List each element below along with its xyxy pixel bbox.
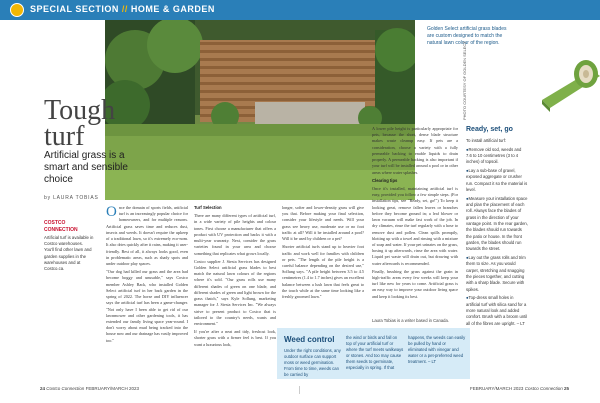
- weed-control-col-3: happens, the weeds can easily be pulled by hand or eliminated with vinegar and water or a pet-preferred weed treatment. – LT: [408, 335, 466, 365]
- ready-step: ● Top-dress small holes in artificial turf with silica sand for a more natural look and added comfort. Brush with a broom until all of the fibres are upright. – LT: [466, 295, 528, 326]
- title-line-1: Tough: [44, 95, 116, 126]
- photo-caption: Golden Select artificial grass blades are custom designed to match the natural lawn colour of the region.: [427, 26, 507, 46]
- section-label: SPECIAL SECTION: [30, 4, 119, 14]
- ready-step: ● Lay out the grass rolls and trim them to size. As you would carpet, stretching and snagging the pieces together, and cutting with a sharp blade. Secure with spikes.: [466, 255, 528, 293]
- turf-selection-heading: Turf Selection: [194, 205, 222, 210]
- ready-step: ● Remove old sod, weeds and 7.6 to 10 centimetres (3 to 4 inches) of topsoil.: [466, 147, 528, 166]
- weed-control-title: Weed control: [284, 335, 335, 344]
- ready-step: ● Measure your installation space and plan the placement of each roll. Always face the blades of grass in the direction of your vantage point. In the rear garden, the blades should run towards the patio or house. In the front garden, the blades should run towards the street.: [466, 196, 528, 253]
- col2-paragraph-2: Costco supplier J. Siesta Services has designed Golden Select artificial grass blades to best match the natural lawn colours of the regions where it's sold. "Our grass rolls use many different shades of green on one blade, and different shades of green and light brown for the grass thatch," says Kyle Sollung, marketing manager for J. Siesta Services Inc. "We always strive to present product to Costco that is tailored to the country's needs, wants and environment.": [194, 258, 276, 326]
- col2-paragraph-3: If you're after a neat and tidy, freshcut look, shorter grass with a firmer feel is best. If you want a luxurious look,: [194, 329, 276, 347]
- article-title: [44, 95, 116, 152]
- ready-set-go-body: [466, 138, 528, 329]
- byline: by LAURA TOBIAS: [44, 195, 99, 201]
- ready-step: ● Lay a sub-base of gravel, exposed aggregate or crusher run. Compact it so the material is level.: [466, 168, 528, 193]
- costco-connection-heading: [44, 220, 78, 233]
- article-subtitle: Artificial grass is a smart and sensible choice: [44, 150, 128, 185]
- garden-photo: [105, 20, 415, 200]
- col1-paragraph-2: "Our dog had killed our grass and the area had become boggy and unusable," says Costco member Ashley Back, who installed Golden Select artificial turf in her back garden in the spring of 2022. The horse and DIY influencer says the artificial turf has been a game-changer. "Not only have I been able to get rid of our lawnmower and other gardening tools, it has extended our family living space year-round. I don't worry about mud being tracked into the house now and our drainage has vastly improved too.": [106, 269, 188, 343]
- footer-right: [470, 386, 569, 391]
- article-column-1: [106, 205, 188, 346]
- col4-paragraph-3: Finally, brushing the grass against the grain in high-traffic areas every few weeks will keep your turf like new for years to come. Artificial grass is an easy way to improve your outdoor living space and keep it looking its best.: [372, 268, 458, 299]
- costco-connection-body: Artificial turf is available in Costco warehouses. You'll find other lawn and garden supplies in the warehouses and at Costco.ca.: [44, 235, 94, 272]
- col3-paragraph-1: longer, softer and lower-density grass will give you that. Before making your final selection, consider your lifestyle and needs. Will your grass see heavy use, moderate use or no foot traffic at all? Will it be installed around a pool? Will it be used by children or a pet?: [282, 205, 364, 242]
- col2-paragraph-1: There are many different types of artificial turf, in a wide variety of pile heights and colour tones. First choose a manufacturer that offers a product with UV protection and backs it with a multi-year warranty. Next, consider the grass varieties found in your area and choose something that replicates what grows locally.: [194, 213, 276, 256]
- footer-left: [40, 386, 139, 391]
- ready-intro: To install artificial turf:: [466, 138, 507, 143]
- col3-paragraph-2: Shorter artificial turfs stand up to heavier foot traffic and work well for families with children or pets. "The length of the pile height is a careful balance depending on the desired use," Sollung says. "A pile height between 3.5 to 4.5 centimetres (1.4 to 1.7 inches) gives an excellent balance between a lush lawn that feels great to the touch while at the same time looking like a freshly groomed lawn.": [282, 244, 364, 300]
- author-note: Laura Tobias is a writer based in Canada.: [372, 318, 449, 323]
- clearing-tips-heading: Clearing tips: [372, 177, 398, 183]
- right-issue-date: FEBRUARY/MARCH 2023: [470, 386, 524, 391]
- photo-credit: PHOTO COURTESY OF GOLDEN SELECT: [462, 41, 467, 120]
- col4-paragraph-1: A lower pile height is particularly appropriate for pets, because the short, dense blade structure makes waste cleanup easy. If pets are a consideration, choose a variety with a fully permeable backing to enable liquids to drain properly. A permeable backing is also important if your turf will be installed around a pool or in other areas where water splashes.: [372, 126, 458, 175]
- costco-heading-line-2: CONNECTION: [44, 226, 78, 233]
- ready-set-go-title: Ready, set, go: [466, 126, 513, 133]
- costco-heading-line-1: COSTCO: [44, 220, 66, 226]
- right-publication: Costco Connection: [524, 386, 563, 391]
- section-header: SPECIAL SECTION // HOME & GARDEN: [30, 4, 215, 14]
- title-line-2: turf: [44, 121, 85, 152]
- costco-logo-icon: [10, 3, 24, 17]
- col4-paragraph-2: Once it's installed, maintaining artificial turf is easy, provided you follow a few simple steps. (For installation tips, see "Ready, set, go!") To keep it looking great, remove fallen leaves or branches before they become ground in; a leaf blower or lawn vacuum will make fast work of the job. In dry climates, rinse the turf regularly with a hose to remove dust and pollen. Clean spills promptly, blotting up with a towel and rinsing with a mixture of soap and water. If your pet urinates on the grass, hosing it up afterwards, rinse the area with water. Liquid pet waste will drain out, but drawing with water afterwards is recommended.: [372, 185, 458, 266]
- right-page-number: 25: [564, 386, 570, 391]
- left-page-number: 24: [40, 386, 46, 391]
- section-name: HOME & GARDEN: [130, 4, 215, 14]
- left-publication: Costco Connection: [46, 386, 85, 391]
- turf-roll-icon: [534, 52, 600, 114]
- article-column-3: [282, 205, 364, 302]
- col1-paragraph-1: nce the domain of sports fields, artificial turf is an increasingly popular choice for homeowners, and for multiple reasons. Artificial grass saves time and reduces dust, insects and weeds. It doesn't require the upkeep of a traditional lawn, so it's extremely eco-nom. It also dries quickly after it rains, making it user-friendly. Best of all, it always looks good, even in problematic areas, such as shady spots and under outdoor play spaces.: [106, 205, 188, 266]
- weed-control-col-1: Under the right conditions, any outdoor surface can support moss or weed germination. From time to time, weeds can be carried by: [284, 348, 341, 378]
- article-column-4: [372, 126, 458, 302]
- page-divider: [299, 386, 300, 394]
- weed-control-col-2: the wind or birds and fall on top of your artificial turf or where the turf meets walkways or stones. And too may cause them seeds to germinate, especially in spring. If that: [346, 335, 404, 371]
- article-column-2: [194, 205, 276, 350]
- left-issue-date: FEBRUARY/MARCH 2023: [85, 386, 140, 391]
- drop-cap: O: [106, 204, 117, 220]
